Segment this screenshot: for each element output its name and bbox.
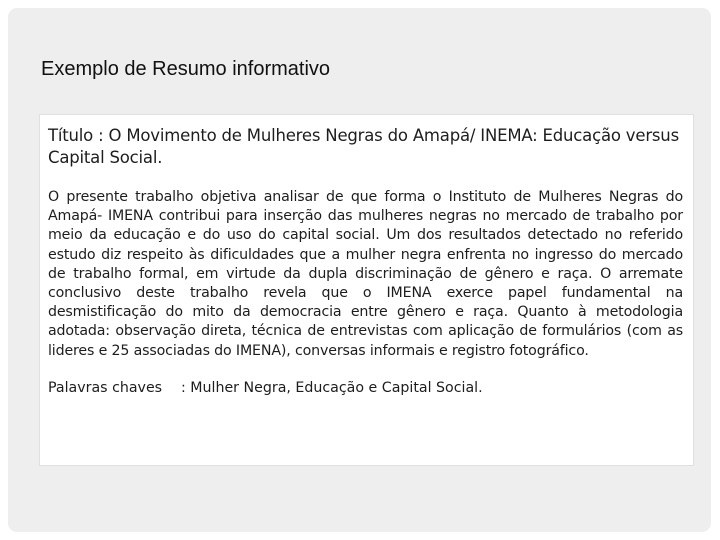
document-image: [39, 114, 694, 466]
title-label: Título: [48, 126, 94, 145]
keywords-text: : Mulher Negra, Educação e Capital Social.: [181, 379, 483, 396]
document-content: [48, 125, 683, 398]
summary-paragraph: O presente trabalho objetiva analisar de que forma o Instituto de Mulheres Negras do Amapá- IMENA contribui para inserção das mulheres negras no mercado de trabalho por meio da educação e do uso do capital social. Um dos resultados detectado no referido estudo diz respeito às dificuldades que a mulher negra enfrenta no ingresso do mercado de trabalho formal, em virtude da dupla discriminação de gênero e raça. O arremate conclusivo deste trabalho revela que o IMENA exerce papel fundamental na desmistificação do mito da democracia entre gênero e raça. Quanto à metodologia adotada: observação direta, técnica de entrevistas com aplicação de formulários (com as lideres e 25 associadas do IMENA), conversas informais e registro fotográfico.: [48, 189, 683, 359]
document-title: [48, 125, 683, 169]
slide: [8, 8, 711, 532]
keywords-label: Palavras chaves: [48, 379, 163, 396]
slide-title: Exemplo de Resumo informativo: [41, 58, 331, 80]
title-text: : O Movimento de Mulheres Negras do Amapá/ INEMA: Educação versus Capital Social.: [48, 126, 679, 167]
keywords-line: [48, 379, 683, 398]
